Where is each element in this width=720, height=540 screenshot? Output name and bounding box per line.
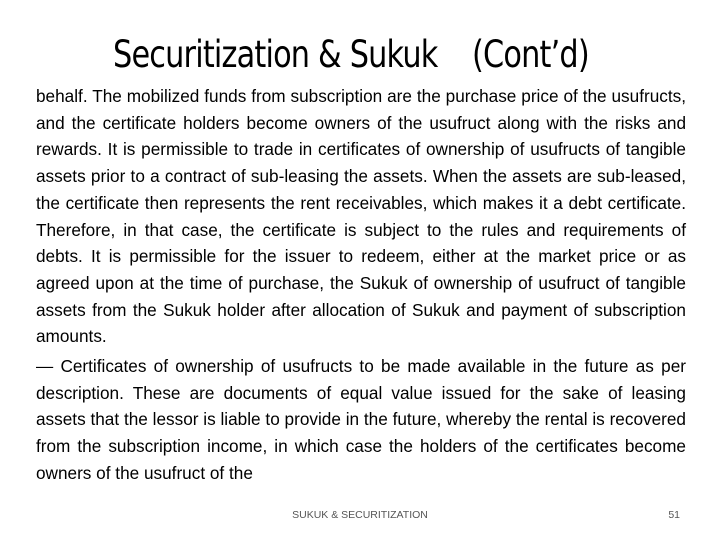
title-continued: (Cont’d) [472, 33, 589, 76]
paragraph: behalf. The mobilized funds from subscription are the purchase price of the usufructs, and the certificate holders become owners of the usufruct along with the risks and rewards. It is permissible to trade in certificates of ownership of usufructs of tangible assets prior to a contract of sub-leasing the assets. When the assets are sub-leased, the certificate then represents the rent receivables, which makes it a debt certificate. Therefore, in that case, the certificate is subject to the rules and requirements of debts. It is permissible for the issuer to redeem, either at the market price or as agreed upon at the time of purchase, the Sukuk of ownership of usufruct of tangible assets from the Sukuk holder after allocation of Sukuk and payment of subscription amounts. [36, 86, 686, 347]
page-number: 51 [668, 509, 680, 521]
paragraph: — Certificates of ownership of usufructs to be made available in the future as per description. These are documents of equal value issued for the sake of leasing assets that the lessor is liable to provide in the future, whereby the rental is recovered from the subscription income, in which case the holders of the certificates become owners of the usufruct of the [36, 356, 686, 483]
footer-label: SUKUK & SECURITIZATION [292, 509, 428, 521]
title-main: Securitization & Sukuk [113, 33, 438, 76]
body-text [36, 83, 686, 487]
slide-title [0, 26, 720, 84]
